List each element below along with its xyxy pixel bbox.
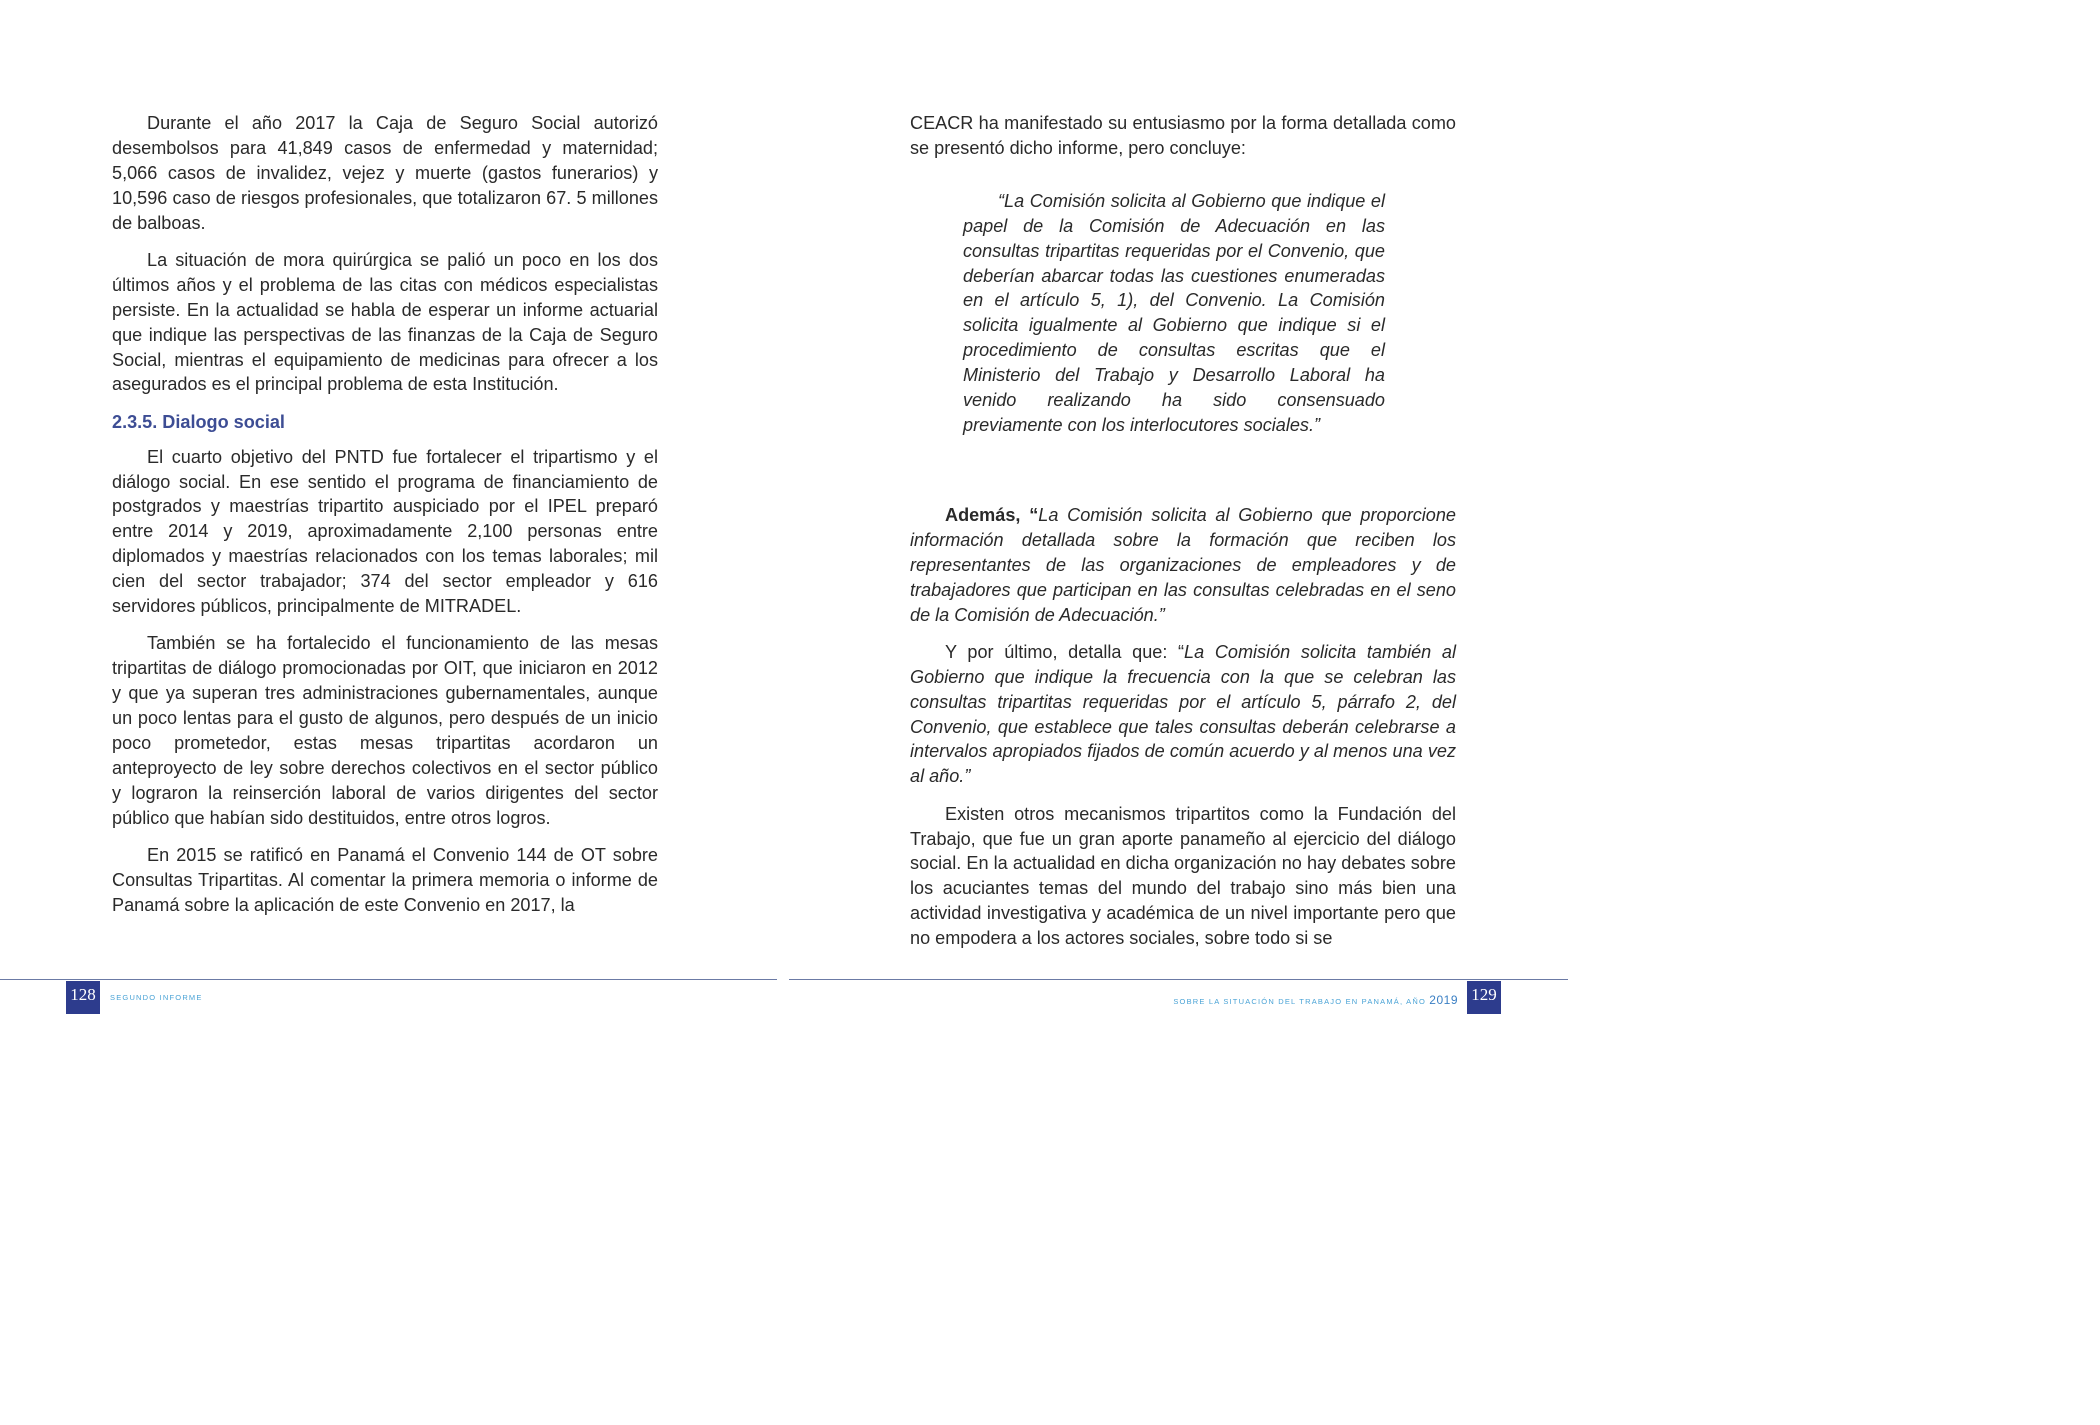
ultimo-quote: La Comisión solicita también al Gobierno que indique la frecuencia con la que se celebran las consultas tripartitas requeridas por el artículo 5, párrafo 2, del Convenio, que establece que tales consultas deberán celebrarse a intervalos apropiados fijados de común acuerdo y al menos una vez al año.: [910, 641, 1456, 787]
footer-rule-right: [789, 979, 1568, 980]
left-page-column: [112, 111, 658, 930]
paragraph-ceacr-opening: CEACR ha manifestado su entusiasmo por la forma detallada como se presentó dicho informe, pero concluye:: [910, 113, 1456, 158]
page-number-right: 129: [1467, 981, 1501, 1014]
running-head-right-text: SOBRE LA SITUACIÓN DEL TRABAJO EN PANAMÁ, AÑO: [1173, 997, 1426, 1006]
paragraph-mora-quirurgica: La situación de mora quirúrgica se palió un poco en los dos últimos años y el problema de las citas con médicos especialistas persiste. En la actualidad se habla de esperar un informe actuarial que indique las perspectivas de las finanzas de la Caja de Seguro Social, mientras el equipamiento de medicinas para ofrecer a los asegurados es el principal problema de esta Institución.: [112, 249, 658, 395]
paragraph-pntd-objetivo: El cuarto objetivo del PNTD fue fortalecer el tripartismo y el diálogo social. En ese sentido el programa de financiamiento de postgrados y maestrías tripartito auspiciado por el IPEL preparó entre 2014 y 2019, aproximadamente 2,100 personas entre diplomados y maestrías relacionados con los temas laborales; mil cien del sector trabajador; 374 del sector empleador y 616 servidores públicos, principalmente de MITRADEL.: [112, 446, 658, 617]
ademas-lead: Además, “: [945, 504, 1039, 525]
paragraph-por-ultimo: [910, 640, 1456, 789]
section-heading: 2.3.5. Dialogo social: [112, 411, 285, 432]
page-number-left: 128: [66, 981, 100, 1014]
blockquote-comision: “La Comisión solicita al Gobierno que indique el papel de la Comisión de Adecuación en las consultas tripartitas requeridas por el Convenio, que deberían abarcar todas las cuestiones enumeradas en el artículo 5, 1), del Convenio. La Comisión solicita igualmente al Gobierno que indique si el procedimiento de consultas escritas que el Ministerio del Trabajo y Desarrollo Laboral ha venido realizando ha sido consensuado previamente con los interlocutores sociales.”: [963, 190, 1385, 435]
footer-rule-left: [0, 979, 777, 980]
ademas-quote: La Comisión solicita al Gobierno que proporcione información detallada sobre la formación que reciben los representantes de las organizaciones de empleadores y de trabajadores que participan en las consultas celebradas en el seno de la Comisión de Adecuación.: [910, 504, 1456, 625]
paragraph-cajas-desembolsos: Durante el año 2017 la Caja de Seguro Social autorizó desembolsos para 41,849 casos de enfermedad y maternidad; 5,066 casos de invalidez, vejez y muerte (gastos funerarios) y 10,596 caso de riesgos profesionales, que totalizaron 67. 5 millones de balboas.: [112, 113, 658, 233]
ultimo-lead: Y por último, detalla que: “: [945, 641, 1185, 662]
paragraph-convenio-144: En 2015 se ratificó en Panamá el Convenio 144 de OT sobre Consultas Tripartitas. Al comentar la primera memoria o informe de Panamá sobre la aplicación de este Convenio en 2017, la: [112, 845, 658, 915]
ademas-close: ”: [1158, 604, 1165, 625]
right-page-column: [910, 111, 1456, 963]
running-head-year: 2019: [1429, 993, 1458, 1007]
paragraph-fundacion-trabajo: Existen otros mecanismos tripartitos como la Fundación del Trabajo, que fue un gran aporte panameño al ejercicio del diálogo social. En la actualidad en dicha organización no hay debates sobre los acuciantes temas del mundo del trabajo sino más bien una actividad investigativa y académica de un nivel importante pero que no empodera a los actores sociales, sobre todo si se: [910, 803, 1456, 949]
running-head-left: SEGUNDO INFORME: [110, 993, 203, 1002]
paragraph-ademas: [910, 503, 1456, 628]
running-head-right: [1173, 993, 1458, 1007]
ultimo-close: ”: [964, 766, 971, 787]
paragraph-mesas-tripartitas: También se ha fortalecido el funcionamiento de las mesas tripartitas de diálogo promocionadas por OIT, que iniciaron en 2012 y que ya superan tres administraciones gubernamentales, aunque un poco lentas para el gusto de algunos, pero después de un inicio poco prometedor, estas mesas tripartitas acordaron un anteproyecto de ley sobre derechos colectivos en el sector público y lograron la reinserción laboral de varios dirigentes del sector público que habían sido destituidos, entre otros logros.: [112, 633, 658, 828]
